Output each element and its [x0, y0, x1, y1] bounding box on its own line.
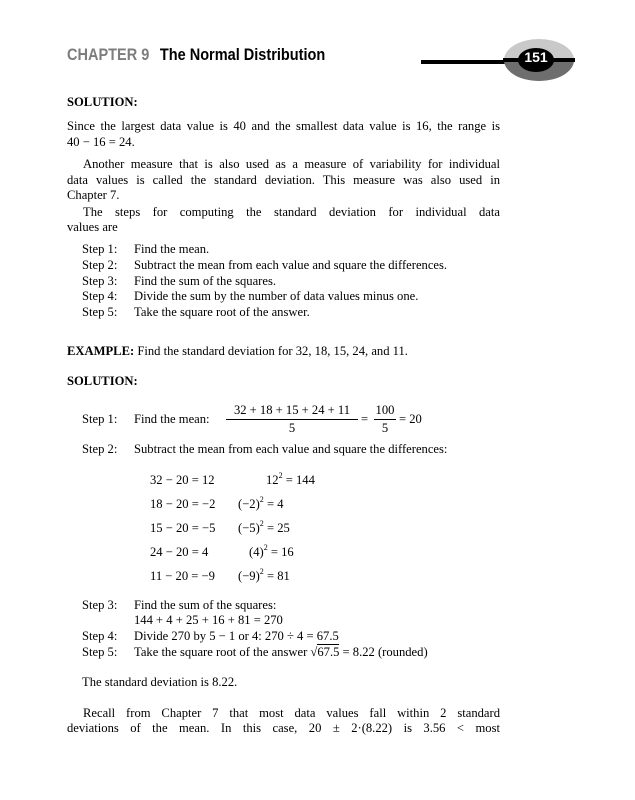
- recall-line-2: deviations of the mean. In this case, 20 ± 2·(8.22) is 3.56 < most: [67, 721, 500, 735]
- sol-step5-result: = 8.22 (rounded): [342, 645, 428, 659]
- mean-denominator: 5: [288, 421, 296, 435]
- sol-step1-label: Step 1:: [82, 412, 118, 426]
- difference: 18 − 20 = −2: [150, 497, 216, 511]
- step-text: Find the mean.: [134, 242, 210, 256]
- steps-para-line-2: values are: [67, 220, 118, 234]
- difference: 32 − 20 = 12: [150, 473, 215, 487]
- step-text: Subtract the mean from each value and square the differences.: [134, 258, 448, 272]
- sol-step4-text: Divide 270 by 5 − 1 or 4: 270 ÷ 4 = 67.5: [134, 629, 339, 643]
- example-line: [67, 344, 408, 360]
- step-text: Divide the sum by the number of data values minus one.: [134, 289, 419, 303]
- recall-line-1: Recall from Chapter 7 that most data values fall within 2 standard: [83, 706, 500, 720]
- range-line-2: 40 − 16 = 24.: [67, 135, 135, 149]
- example-label: EXAMPLE:: [67, 344, 135, 358]
- sol-step2-label: Step 2:: [82, 442, 118, 456]
- step-label: Step 4:: [82, 289, 118, 303]
- sqrt-radical: √: [310, 645, 318, 659]
- sd-para-line-1: Another measure that is also used as a measure of variability for individual: [83, 157, 500, 171]
- step-label: Step 3:: [82, 274, 118, 288]
- sol-step3-calc: 144 + 4 + 25 + 16 + 81 = 270: [134, 613, 283, 627]
- sol-step5-text: Take the square root of the answer: [134, 645, 308, 659]
- chapter-title: The Normal Distribution: [159, 46, 326, 64]
- example-text: Find the standard deviation for 32, 18, 15, 24, and 11.: [137, 344, 408, 358]
- step-text: Find the sum of the squares.: [134, 274, 277, 288]
- solution2-heading: SOLUTION:: [67, 374, 138, 388]
- sd-para-line-3: Chapter 7.: [67, 188, 120, 202]
- sol-step2-text: Subtract the mean from each value and square the differences:: [134, 442, 448, 456]
- mean-fraction-bar: [226, 419, 358, 420]
- chapter-label: CHAPTER 9: [67, 46, 150, 64]
- step-label: Step 5:: [82, 305, 118, 319]
- sol-step5-line: [134, 645, 428, 661]
- sqrt-radicand: 67.5: [317, 645, 340, 659]
- sol-step5-label: Step 5:: [82, 645, 118, 659]
- difference: 24 − 20 = 4: [150, 545, 209, 559]
- sol-step3-label: Step 3:: [82, 598, 118, 612]
- difference: 11 − 20 = −9: [150, 569, 215, 583]
- step-label: Step 2:: [82, 258, 118, 272]
- squared: $12^2 = 144$: [266, 471, 315, 487]
- sol-step1-text: Find the mean:: [134, 412, 210, 426]
- sum-fraction-bar: [374, 419, 396, 420]
- squared: $(-9)^2 = 81$: [238, 567, 290, 583]
- difference: 15 − 20 = −5: [150, 521, 216, 535]
- sd-para-line-2: data values is called the standard deviation. This measure was also used in: [67, 173, 500, 187]
- chapter-header: [67, 46, 325, 65]
- sol-step4-label: Step 4:: [82, 629, 118, 643]
- steps-para-line-1: The steps for computing the standard deviation for individual data: [83, 205, 500, 219]
- mean-result: = 20: [399, 412, 422, 426]
- equals-sign: =: [361, 412, 369, 426]
- sum-numerator: 100: [375, 403, 395, 417]
- sum-denominator: 5: [381, 421, 389, 435]
- sol-step3-text: Find the sum of the squares:: [134, 598, 277, 612]
- step-label: Step 1:: [82, 242, 118, 256]
- solution-heading: SOLUTION:: [67, 95, 138, 109]
- squared: $(-5)^2 = 25$: [238, 519, 290, 535]
- mean-numerator: 32 + 18 + 15 + 24 + 11: [233, 403, 351, 417]
- step-text: Take the square root of the answer.: [134, 305, 310, 319]
- squared: $(-2)^2 = 4$: [238, 495, 284, 511]
- range-line-1: Since the largest data value is 40 and the smallest data value is 16, the range is: [67, 119, 500, 133]
- squared: $(4)^2 = 16$: [249, 543, 294, 559]
- conclusion: The standard deviation is 8.22.: [82, 675, 238, 689]
- page-number: 151: [524, 49, 548, 65]
